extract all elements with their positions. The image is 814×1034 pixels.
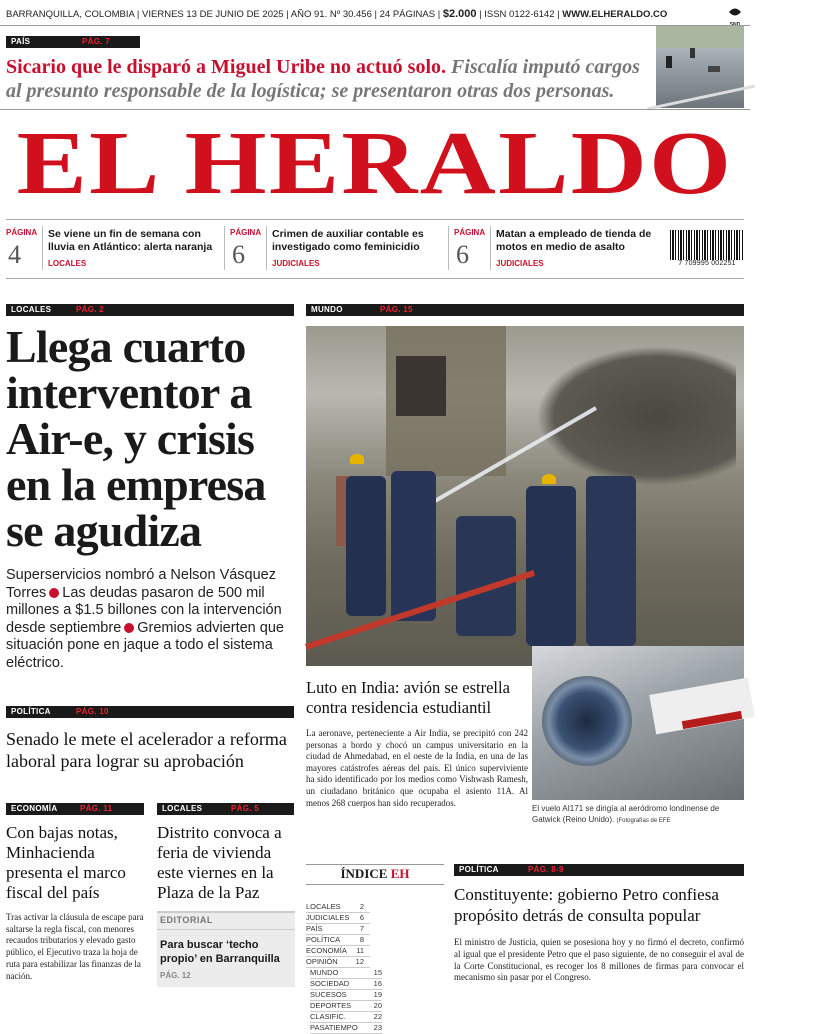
- mundo-headline[interactable]: Luto en India: avión se estrella contra residencia estudiantil: [306, 678, 510, 717]
- editorial-label: EDITORIAL: [160, 915, 213, 925]
- index-row[interactable]: CLASIFIC. 22: [310, 1012, 382, 1021]
- promo-photo: [656, 26, 744, 108]
- lead-deck: Superservicios nombró a Nelson Vásquez Torres Las deudas pasaron de 500 mil millones a $1.5 billones con la intervención desde septiembre Gremios advierten que situación pone en jaque a todo el sistema eléctrico.: [6, 567, 284, 671]
- politica2-headline[interactable]: Constituyente: gobierno Petro confiesa propósito detrás de consulta popular: [454, 885, 719, 925]
- index-row[interactable]: PASATIEMPO 23: [310, 1023, 382, 1032]
- politica-section-label: POLÍTICA PÁG. 10: [6, 706, 294, 718]
- mundo-body: La aeronave, perteneciente a Air India, se precipitó con 242 personas a bordo y chocó un campus universitario en la ciudad de Ahmedabad, en el oeste de la India, en una de las mayores catástrofes aéreas del país. El único superviviente ha sido identificado por los medios como Vishwash Ramesh, un ciudadano británico que ocupaba el asiento 11A. Al menos 268 cuerpos han sido recuperados.: [306, 728, 528, 808]
- index-row[interactable]: MUNDO 15: [310, 968, 382, 977]
- teaser-2[interactable]: PÁGINA 6 Crimen de auxiliar contable es investigado como feminicidio JUDICIALES: [230, 228, 424, 269]
- barcode-bars: [670, 230, 744, 260]
- barcode-number: 7 709995 002251: [678, 260, 736, 267]
- index-row[interactable]: SUCESOS 19: [310, 990, 382, 999]
- index-row[interactable]: JUDICIALES 6: [306, 913, 370, 924]
- promo-headline[interactable]: Sicario que le disparó a Miguel Uribe no actuó solo. Fiscalía imputó cargos al presunto responsable de la logística; se presentaron otras dos personas.: [6, 56, 640, 102]
- mundo-inset-photo: [532, 646, 744, 800]
- index-row[interactable]: LOCALES 2: [306, 902, 370, 913]
- locales2-section-label: LOCALES PÁG. 5: [157, 803, 294, 815]
- teaser-1[interactable]: PÁGINA 4 Se viene un fin de semana con lluvia en Atlántico: alerta naranja LOCALES: [6, 228, 213, 269]
- politica-headline[interactable]: Senado le mete el acelerador a reforma laboral para lograr su aprobación: [6, 729, 287, 771]
- editorial-box[interactable]: [157, 911, 295, 987]
- politica2-body: El ministro de Justicia, quien se posesiona hoy y no firmó el decreto, confirmó al igual que el presidente Petro que el paso siguiente, de no conseguir el aval de la Corte Constitucional, es recoger los 8 millones de firmas para convocar el mecanismo sin pasar por el Congreso.: [454, 937, 744, 983]
- index-row[interactable]: DEPORTES 20: [310, 1001, 382, 1010]
- index-table: [306, 902, 444, 1034]
- issn: ISSN 0122-6142: [484, 9, 555, 20]
- lead-section-label: LOCALES PÁG. 2: [6, 304, 294, 316]
- masthead-title[interactable]: EL HERALDO: [16, 114, 734, 213]
- snd-logo: [726, 4, 744, 26]
- mundo-section-label: MUNDO PÁG. 15: [306, 304, 744, 316]
- date: VIERNES 13 DE JUNIO DE 2025: [142, 9, 284, 20]
- index-title: ÍNDICE EH: [340, 866, 410, 881]
- mundo-main-photo: [306, 326, 744, 666]
- politica2-section-label: POLÍTICA PÁG. 8-9: [454, 864, 744, 876]
- pages: 24 PÁGINAS: [379, 9, 436, 20]
- economia-section-label: ECONOMÍA PÁG. 11: [6, 803, 144, 815]
- index-row[interactable]: PAÍS 7: [306, 924, 370, 935]
- website[interactable]: WWW.ELHERALDO.CO: [562, 9, 668, 20]
- economia-headline[interactable]: Con bajas notas, Minhacienda presenta el marco fiscal del país: [6, 823, 126, 902]
- bullet-icon: [124, 623, 134, 633]
- snd-icon: [728, 7, 742, 17]
- city: BARRANQUILLA, COLOMBIA: [6, 9, 135, 20]
- lead-headline[interactable]: Llega cuarto interventor a Air-e, y crisis en la empresa se agudiza: [6, 321, 266, 556]
- issue: AÑO 91. Nº 30.456: [290, 9, 372, 20]
- barcode: [670, 230, 744, 268]
- editorial-text: Para buscar ‘techo propio’ en Barranquilla: [160, 939, 280, 965]
- editorial-page: PÁG. 12: [160, 971, 191, 980]
- top-bar: BARRANQUILLA, COLOMBIA | VIERNES 13 DE JUNIO DE 2025 | AÑO 91. Nº 30.456 | 24 PÁGINAS | $2.000 | ISSN 0122-6142 | WWW.ELHERALDO.CO: [6, 8, 668, 20]
- index-row[interactable]: SOCIEDAD 16: [310, 979, 382, 988]
- index-row[interactable]: ECONOMÍA 11: [306, 946, 370, 957]
- mundo-caption: El vuelo AI171 se dirigía al aeródromo londinense de Gatwick (Reino Unido). (Fotografías de EFE: [532, 804, 720, 824]
- locales2-headline[interactable]: Distrito convoca a feria de vivienda este viernes en la Plaza de la Paz: [157, 823, 282, 902]
- teaser-3[interactable]: PÁGINA 6 Matan a empleado de tienda de motos en medio de asalto JUDICIALES: [454, 228, 652, 269]
- economia-body: Tras activar la cláusula de escape para saltarse la regla fiscal, con menores recaudos tributarios y elevado gasto público, el Ejecutivo traza la hoja de ruta para estabilizar las finanzas de la nación.: [6, 912, 144, 981]
- index-row[interactable]: POLÍTICA 8: [306, 935, 370, 946]
- price: $2.000: [442, 8, 477, 20]
- promo-section-label: PAÍS PÁG. 7: [6, 36, 140, 48]
- index-row[interactable]: OPINIÓN 12: [306, 957, 370, 968]
- bullet-icon: [49, 588, 59, 598]
